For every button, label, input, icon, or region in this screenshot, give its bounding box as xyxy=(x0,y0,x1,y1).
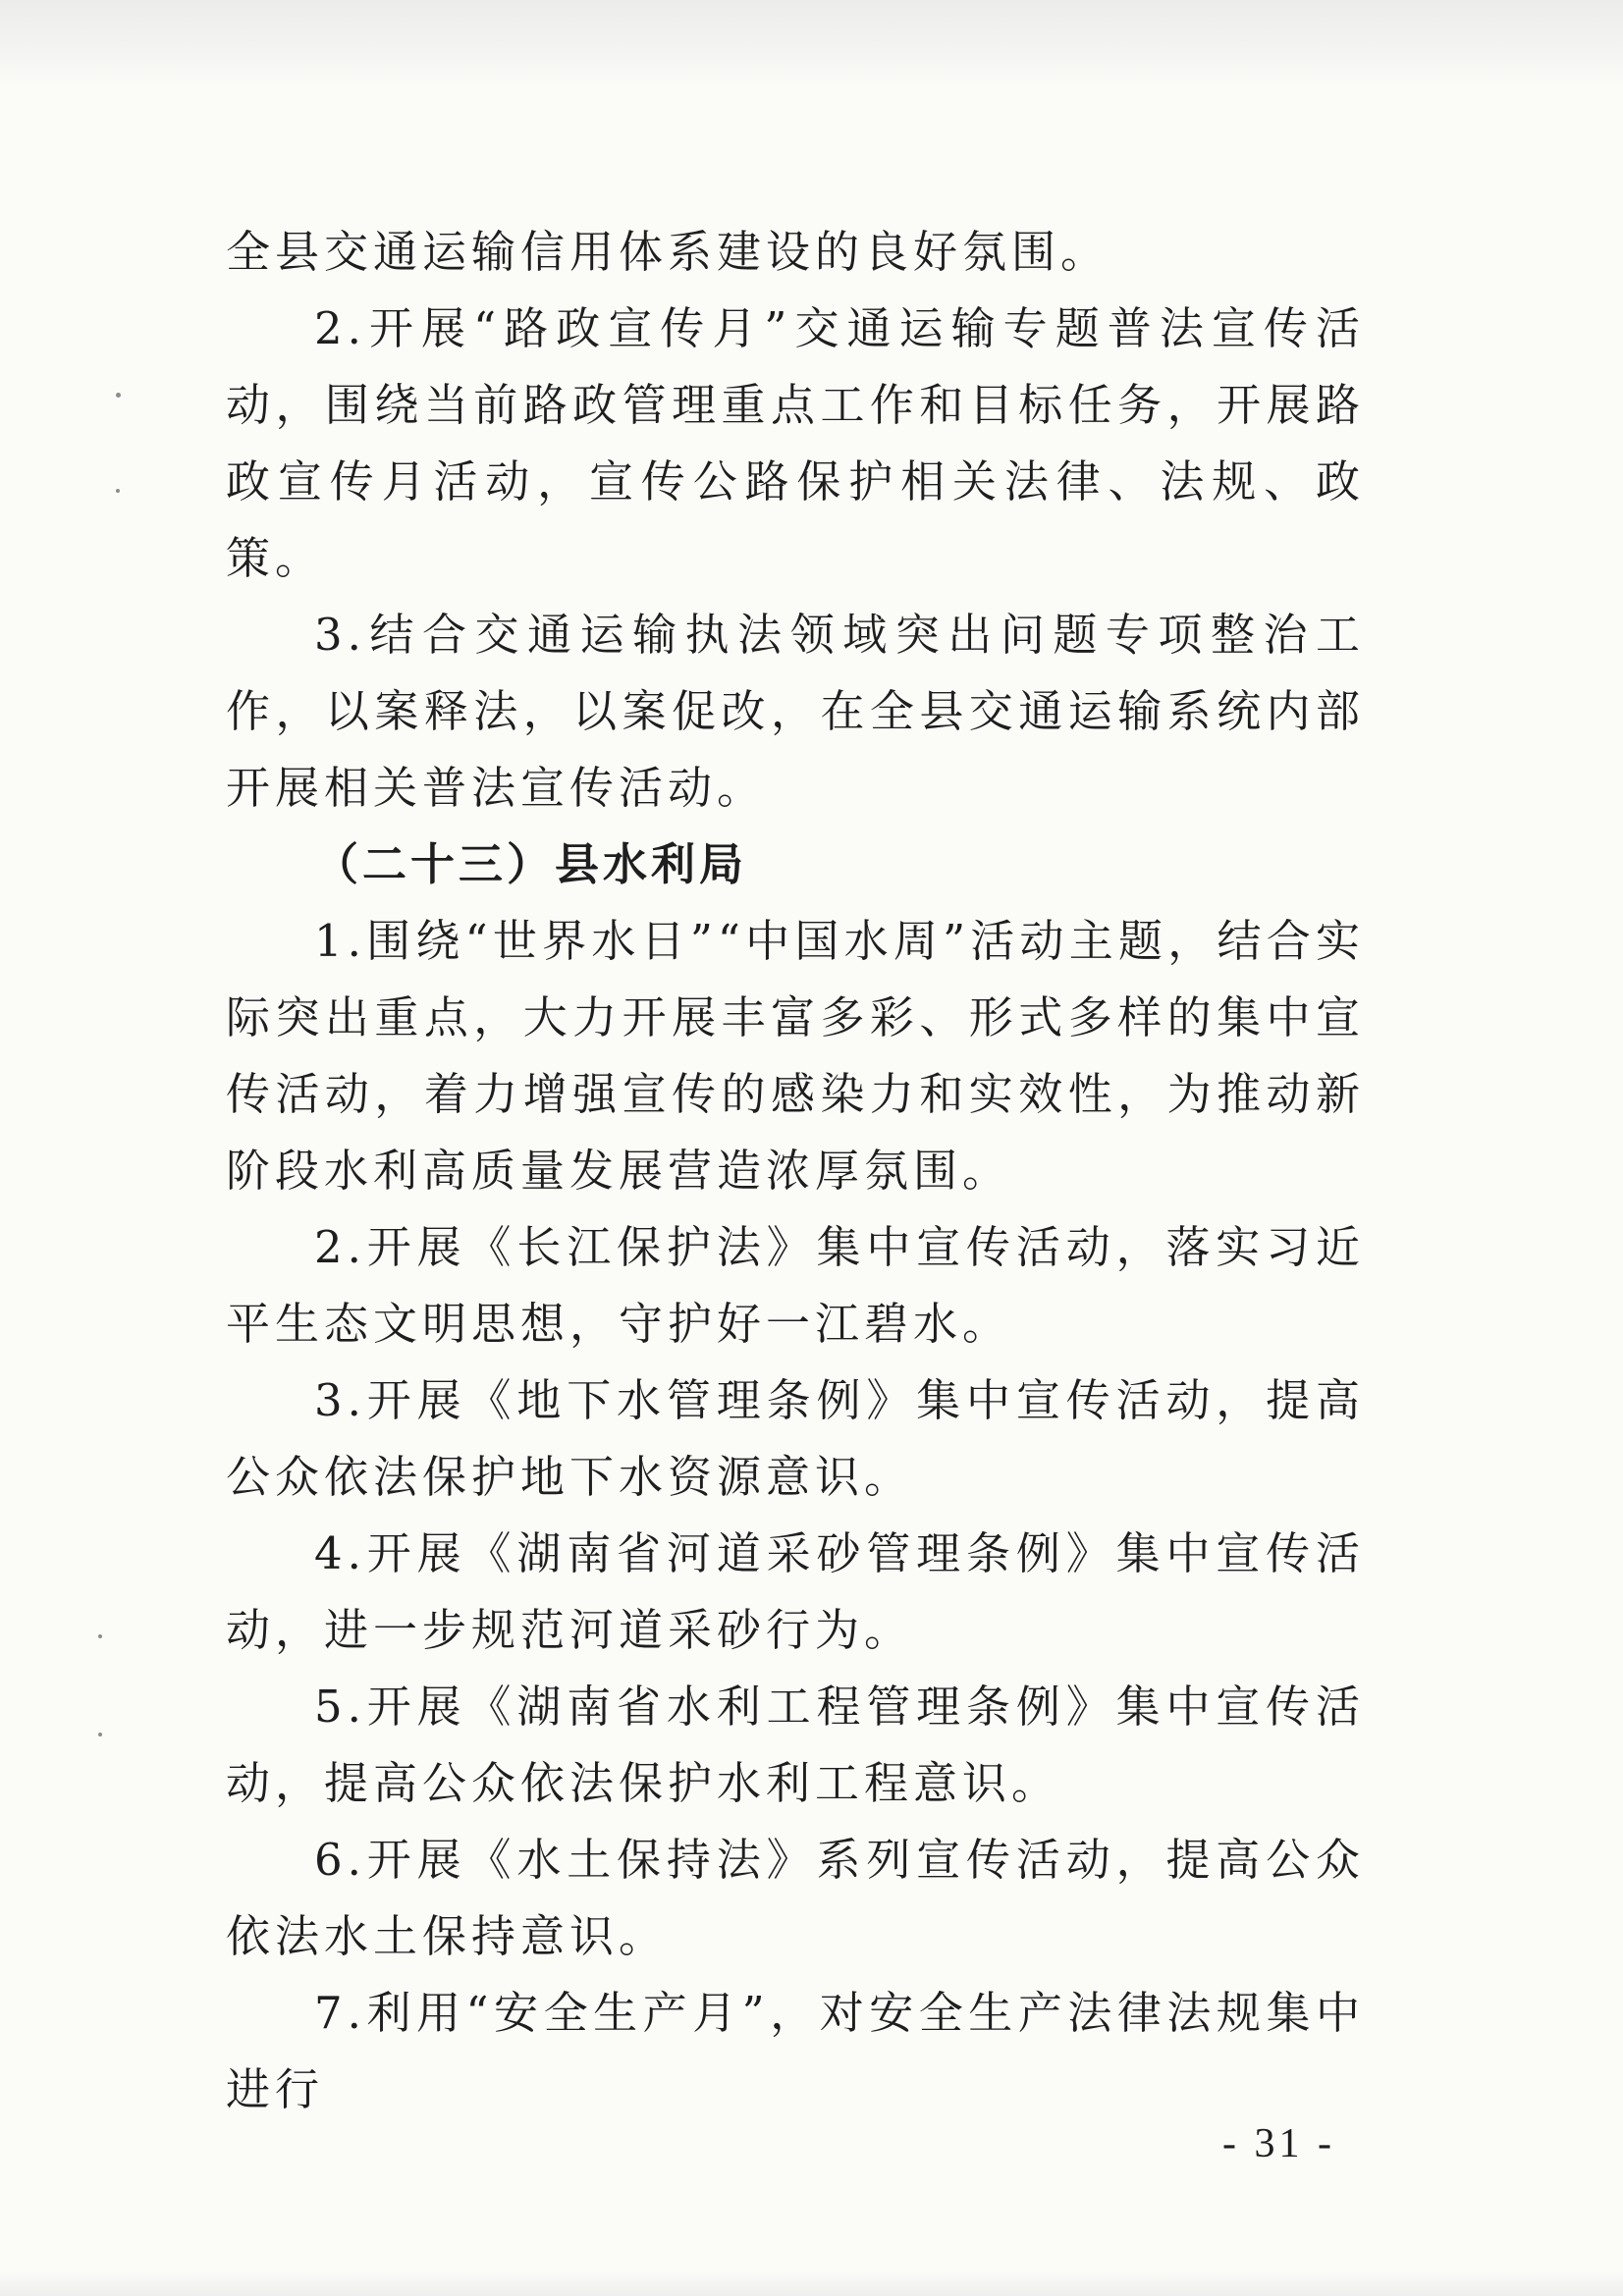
body-paragraph: 1.围绕“世界水日”“中国水周”活动主题，结合实际突出重点，大力开展丰富多彩、形式多样的集中宣传活动，着力增强宣传的感染力和实效性，为推动新阶段水利高质量发展营造浓厚氛围。 xyxy=(226,915,1365,1197)
scan-speck xyxy=(116,489,120,493)
body-paragraph: 6.开展《水土保持法》系列宣传活动，提高公众依法水土保持意识。 xyxy=(226,1834,1365,1962)
body-paragraph: 2.开展《长江保护法》集中宣传活动，落实习近平生态文明思想，守护好一江碧水。 xyxy=(226,1221,1365,1350)
body-paragraph: 3.开展《地下水管理条例》集中宣传活动，提高公众依法保护地下水资源意识。 xyxy=(226,1374,1365,1503)
page-number: - 31 - xyxy=(1222,2121,1335,2166)
body-paragraph: 全县交通运输信用体系建设的良好氛围。 xyxy=(226,226,1110,278)
scan-shadow-bottom xyxy=(0,2272,1623,2296)
scan-speck xyxy=(116,393,121,398)
document-body xyxy=(226,214,1365,2128)
body-paragraph: 7.利用“安全生产月”，对安全生产法律法规集中进行 xyxy=(226,1987,1365,2115)
body-paragraph: 2.开展“路政宣传月”交通运输专题普法宣传活动，围绕当前路政管理重点工作和目标任务，开展路政宣传月活动，宣传公路保护相关法律、法规、政策。 xyxy=(226,302,1365,584)
body-paragraph: 5.开展《湖南省水利工程管理条例》集中宣传活动，提高公众依法保护水利工程意识。 xyxy=(226,1681,1365,1809)
body-paragraph: 4.开展《湖南省河道采砂管理条例》集中宣传活动，进一步规范河道采砂行为。 xyxy=(226,1527,1365,1656)
body-paragraph: 3.结合交通运输执法领域突出问题专项整治工作，以案释法，以案促改，在全县交通运输系统内部开展相关普法宣传活动。 xyxy=(226,609,1365,814)
scan-shadow-top xyxy=(0,0,1623,86)
scan-speck xyxy=(98,1634,102,1638)
scan-speck xyxy=(98,1733,102,1736)
section-heading: （二十三）县水利局 xyxy=(314,838,748,890)
